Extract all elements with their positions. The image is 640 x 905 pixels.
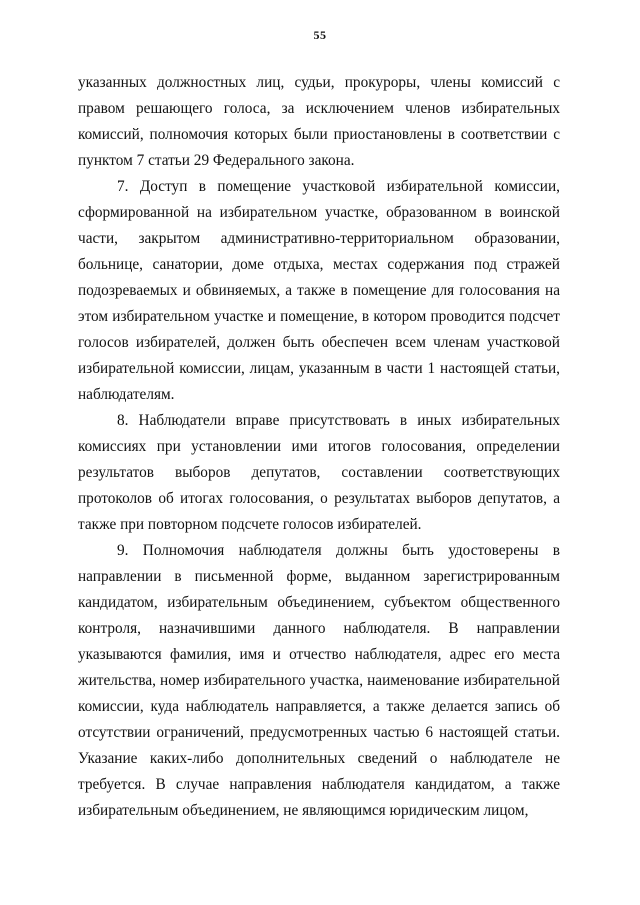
paragraph-item-8: 8. Наблюдатели вправе присутствовать в иных избирательных комиссиях при установлении ими итогов голосования, определении результатов выборов депутатов, составлении соответствующих протоколов об итогах голосования, о результатах выборов депутатов, а также при повторном подсчете голосов избирателей. <box>78 412 560 533</box>
paragraph-item-7: 7. Доступ в помещение участковой избирательной комиссии, сформированной на избирательном участке, образованном в воинской части, закрытом административно-территориальном образовании, больнице, санатории, доме отдыха, местах содержания под стражей подозреваемых и обвиняемых, а также в помещение для голосования на этом избирательном участке и помещение, в котором проводится подсчет голосов избирателей, должен быть обеспечен всем членам участковой избирательной комиссии, лицам, указанным в части 1 настоящей статьи, наблюдателям. <box>78 178 560 403</box>
paragraph-item-9: 9. Полномочия наблюдателя должны быть удостоверены в направлении в письменной форме, выданном зарегистрированным кандидатом, избирательным объединением, субъектом общественного контроля, назначившими данного наблюдателя. В направлении указываются фамилия, имя и отчество наблюдателя, адрес его места жительства, номер избирательного участка, наименование избирательной комиссии, куда наблюдатель направляется, а также делается запись об отсутствии ограничений, предусмотренных частью 6 настоящей статьи. Указание каких-либо дополнительных сведений о наблюдателе не требуется. В случае направления наблюдателя кандидатом, а также избирательным объединением, не являющимся юридическим лицом, <box>78 542 560 819</box>
document-body <box>78 70 560 824</box>
page-number: 55 <box>313 28 327 42</box>
paragraph-continuation: указанных должностных лиц, судьи, прокуроры, члены комиссий с правом решающего голоса, за исключением членов избирательных комиссий, полномочия которых были приостановлены в соответствии с пунктом 7 статьи 29 Федерального закона. <box>78 74 560 169</box>
